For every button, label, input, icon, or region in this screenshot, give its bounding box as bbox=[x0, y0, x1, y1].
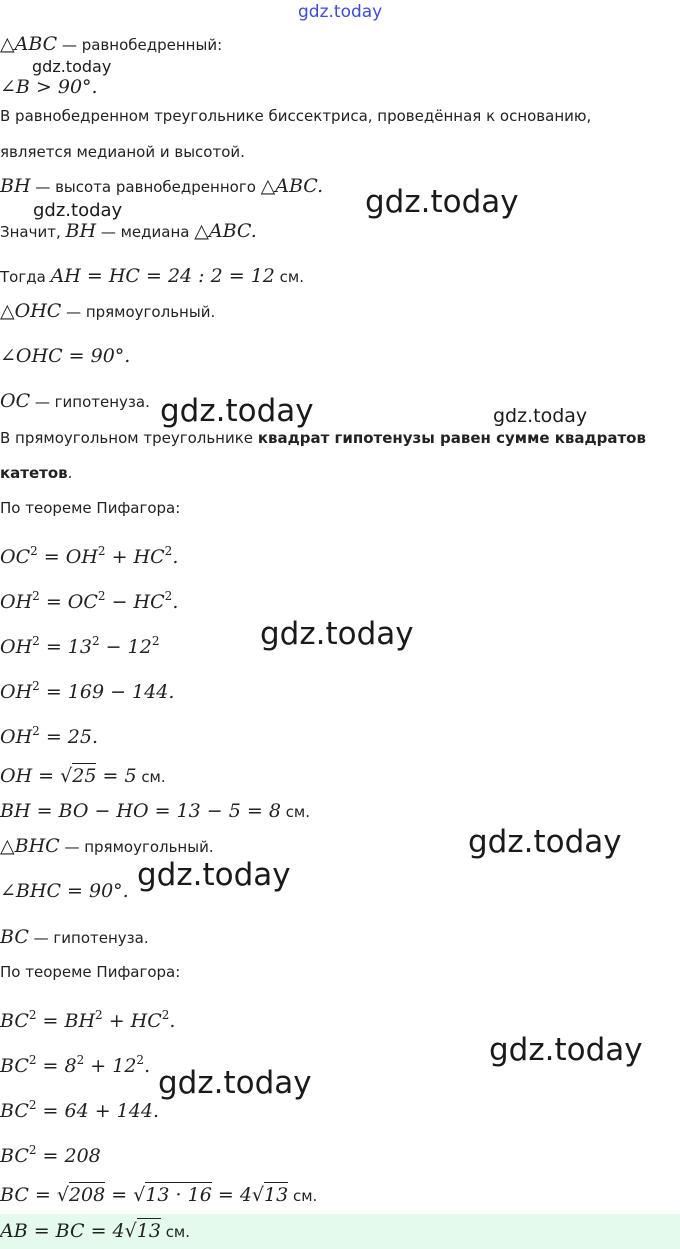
math-expression: $OH^2 = 25$. bbox=[0, 724, 99, 748]
math-expression: ∠BHC = 90°. bbox=[0, 880, 129, 902]
math-expression: △OHC bbox=[0, 300, 62, 322]
text: — равнобедренный: bbox=[57, 36, 223, 54]
text: см. bbox=[274, 268, 304, 286]
math-expression: $BC^2 = 8^2 + 12^2$. bbox=[0, 1053, 151, 1077]
solution-line bbox=[0, 33, 222, 56]
watermark-top: gdz.today bbox=[298, 2, 383, 22]
text: — гипотенуза. bbox=[30, 393, 150, 411]
sqrt-symbol: √ bbox=[60, 765, 73, 787]
watermark: gdz.today bbox=[33, 200, 123, 221]
solution-line bbox=[0, 675, 174, 704]
watermark: gdz.today bbox=[158, 1065, 312, 1101]
text: — прямоугольный. bbox=[59, 838, 214, 856]
math-expression: $OH^2 = OC^2 - HC^2$. bbox=[0, 589, 179, 613]
math-expression: ∠B > 90°. bbox=[0, 76, 98, 98]
math-expression: BH = BO − HO = 13 − 5 = 8 bbox=[0, 800, 281, 822]
math-expression: △ABC. bbox=[260, 175, 324, 197]
sqrt-symbol: √ bbox=[251, 1184, 265, 1206]
solution-line bbox=[0, 1094, 159, 1123]
math-expression: AB = BC = 4√13 bbox=[0, 1220, 161, 1242]
text: является медианой и высотой. bbox=[0, 143, 245, 161]
text: см. bbox=[280, 803, 311, 821]
solution-line bbox=[0, 765, 166, 788]
sqrt-symbol: √ bbox=[124, 1220, 137, 1242]
watermark: gdz.today bbox=[489, 1032, 643, 1068]
solution-line bbox=[0, 300, 215, 323]
math-expression: ∠OHC = 90°. bbox=[0, 345, 131, 367]
sqrt-symbol: √ bbox=[56, 1184, 69, 1206]
solution-line bbox=[0, 1004, 175, 1033]
text: — медиана bbox=[96, 223, 195, 241]
solution-line bbox=[0, 390, 150, 413]
solution-line bbox=[0, 1049, 150, 1078]
watermark: gdz.today bbox=[137, 857, 291, 893]
watermark: gdz.today bbox=[493, 405, 588, 427]
text: — высота равнобедренного bbox=[30, 178, 261, 196]
math-expression: BH bbox=[0, 175, 31, 197]
bold-text: катетов bbox=[0, 464, 68, 482]
solution-line bbox=[0, 427, 646, 449]
math-expression: $OH^2 = 169 - 144$. bbox=[0, 679, 175, 703]
text: — прямоугольный. bbox=[61, 303, 216, 321]
solution-line bbox=[0, 1139, 101, 1168]
math-expression: $BC^2 = 64 + 144$. bbox=[0, 1098, 159, 1122]
solution-line bbox=[0, 345, 130, 368]
answer-line bbox=[0, 1220, 190, 1243]
solution-line bbox=[0, 105, 591, 127]
text: В прямоугольном треугольнике bbox=[0, 429, 258, 447]
math-expression: BH bbox=[65, 220, 97, 242]
text: — гипотенуза. bbox=[28, 929, 149, 947]
solution-line bbox=[0, 926, 149, 949]
math-expression: AH = HC = 24 : 2 = 12 bbox=[50, 265, 275, 287]
solution-line bbox=[0, 835, 214, 858]
text: Значит, bbox=[0, 223, 66, 241]
text: см. bbox=[160, 1223, 191, 1241]
text: см. bbox=[136, 768, 166, 786]
math-expression: BC bbox=[0, 926, 29, 948]
watermark: gdz.today bbox=[365, 184, 519, 220]
math-expression: OC bbox=[0, 390, 31, 412]
solution-line bbox=[0, 1184, 317, 1207]
solution-line bbox=[0, 497, 180, 519]
solution-line bbox=[0, 76, 98, 99]
watermark: gdz.today bbox=[468, 824, 622, 860]
math-expression: BC = √208 = √13 · 16 = 4√13 bbox=[0, 1184, 289, 1206]
math-expression: $OC^2 = OH^2 + HC^2$. bbox=[0, 544, 179, 568]
solution-line bbox=[0, 540, 178, 569]
math-expression: △BHC bbox=[0, 835, 60, 857]
sqrt-symbol: √ bbox=[133, 1184, 146, 1206]
text: В равнобедренном треугольнике биссектриса, проведённая к основанию, bbox=[0, 107, 592, 125]
text: По теореме Пифагора: bbox=[0, 963, 181, 981]
solution-line bbox=[0, 175, 323, 198]
watermark: gdz.today bbox=[32, 57, 112, 76]
solution-line bbox=[0, 585, 178, 614]
math-expression: △ABC bbox=[0, 33, 58, 55]
solution-line bbox=[0, 961, 180, 983]
text: . bbox=[67, 464, 73, 482]
text: По теореме Пифагора: bbox=[0, 499, 181, 517]
solution-line bbox=[0, 630, 159, 659]
bold-text: квадрат гипотенузы равен сумме квадратов bbox=[257, 429, 646, 447]
solution-line bbox=[0, 141, 245, 163]
solution-line bbox=[0, 720, 98, 749]
solution-line bbox=[0, 220, 257, 243]
solution-line bbox=[0, 880, 129, 903]
math-expression: $BC^2 = 208$ bbox=[0, 1143, 101, 1167]
math-expression: $OH^2 = 13^2 - 12^2$ bbox=[0, 634, 160, 658]
watermark: gdz.today bbox=[160, 393, 314, 429]
math-expression: OH = √25 = 5 bbox=[0, 765, 137, 787]
solution-line bbox=[0, 462, 72, 484]
text: Тогда bbox=[0, 268, 51, 286]
solution-line bbox=[0, 800, 310, 823]
watermark: gdz.today bbox=[260, 616, 414, 652]
solution-line bbox=[0, 265, 304, 288]
math-expression: △ABC. bbox=[194, 220, 257, 242]
math-expression: $BC^2 = BH^2 + HC^2$. bbox=[0, 1008, 176, 1032]
text: см. bbox=[288, 1187, 318, 1205]
